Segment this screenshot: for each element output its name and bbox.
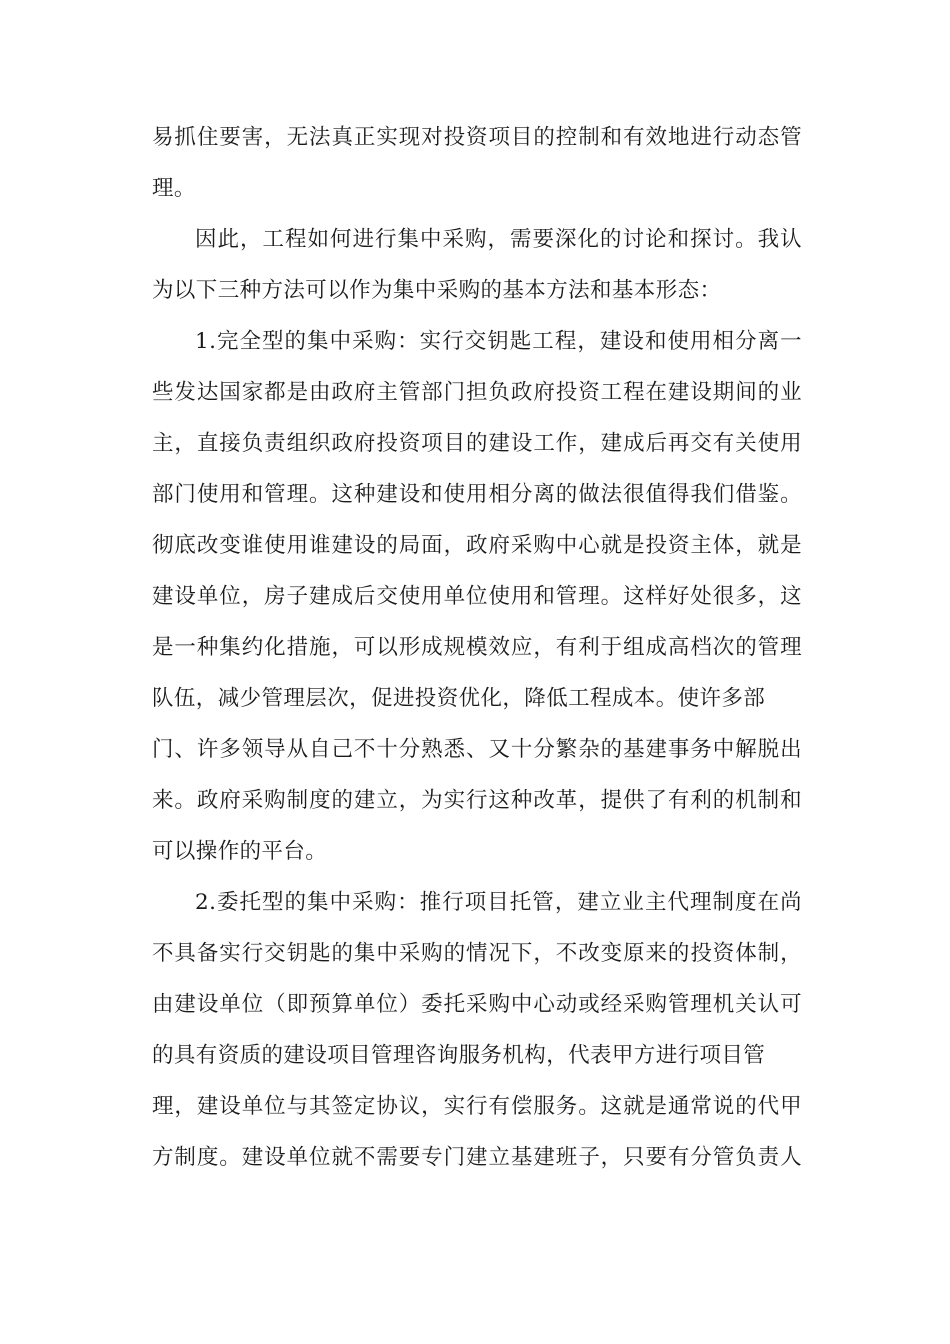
text-line: 理。 xyxy=(152,176,196,201)
text-line: 彻底改变谁使用谁建设的局面，政府采购中心就是投资主体，就是 xyxy=(152,533,802,558)
text-line: 理，建设单位与其签定协议，实行有偿服务。这就是通常说的代甲 xyxy=(152,1094,802,1119)
paragraph-continuation xyxy=(152,116,802,218)
text-line: 可以操作的平台。 xyxy=(152,839,328,864)
text-line: 易抓住要害，无法真正实现对投资项目的控制和有效地进行动态管 xyxy=(152,125,802,150)
document-body xyxy=(152,116,802,1187)
text-line: 的具有资质的建设项目管理咨询服务机构，代表甲方进行项目管 xyxy=(152,1043,766,1068)
text-line: 1.完全型的集中采购：实行交钥匙工程，建设和使用相分离一 xyxy=(195,329,802,354)
text-line: 方制度。建设单位就不需要专门建立基建班子，只要有分管负责人 xyxy=(152,1145,802,1170)
paragraph-method-2 xyxy=(152,881,802,1187)
text-line: 主，直接负责组织政府投资项目的建设工作，建成后再交有关使用 xyxy=(152,431,802,456)
text-line: 队伍，减少管理层次，促进投资优化，降低工程成本。使许多部 xyxy=(152,686,766,711)
text-line: 不具备实行交钥匙的集中采购的情况下，不改变原来的投资体制， xyxy=(152,941,802,966)
text-line: 部门使用和管理。这种建设和使用相分离的做法很值得我们借鉴。 xyxy=(152,482,802,507)
text-line: 因此，工程如何进行集中采购，需要深化的讨论和探讨。我认 xyxy=(195,227,802,252)
paragraph-intro xyxy=(152,218,802,320)
text-line: 建设单位，房子建成后交使用单位使用和管理。这样好处很多，这 xyxy=(152,584,802,609)
text-line: 是一种集约化措施，可以形成规模效应，有利于组成高档次的管理 xyxy=(152,635,802,660)
text-line: 2.委托型的集中采购：推行项目托管，建立业主代理制度在尚 xyxy=(195,890,802,915)
text-line: 来。政府采购制度的建立，为实行这种改革，提供了有利的机制和 xyxy=(152,788,802,813)
text-line: 为以下三种方法可以作为集中采购的基本方法和基本形态： xyxy=(152,278,722,303)
text-line: 由建设单位（即预算单位）委托采购中心动或经采购管理机关认可 xyxy=(152,992,802,1017)
text-line: 些发达国家都是由政府主管部门担负政府投资工程在建设期间的业 xyxy=(152,380,802,405)
text-line: 门、许多领导从自己不十分熟悉、又十分繁杂的基建事务中解脱出 xyxy=(152,737,802,762)
paragraph-method-1 xyxy=(152,320,802,881)
